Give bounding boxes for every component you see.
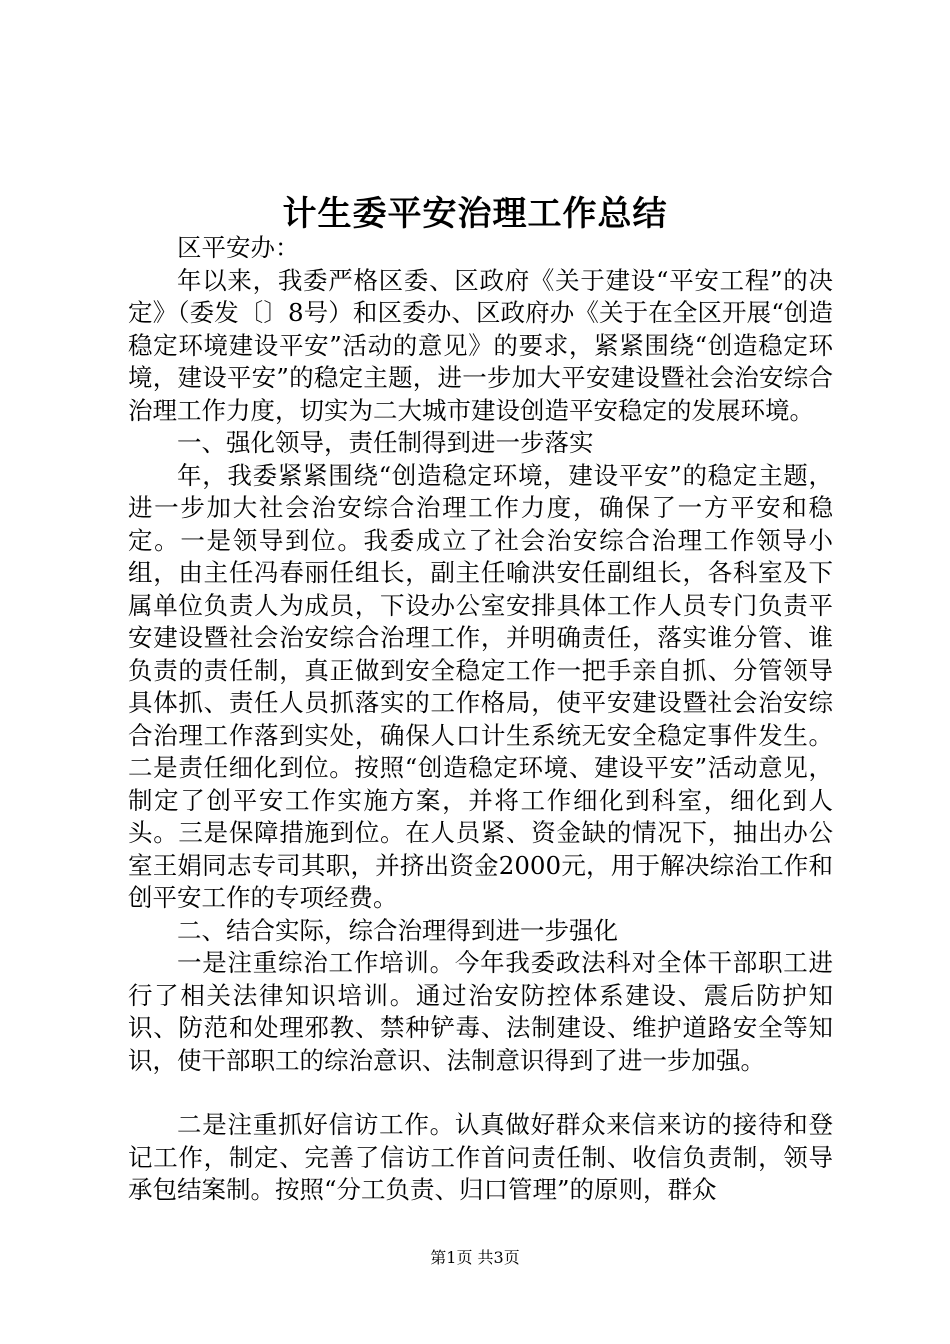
document-body <box>128 232 833 1207</box>
page-footer: 第1页 共3页 <box>430 1248 520 1267</box>
document-title: 计生委平安治理工作总结 <box>282 194 668 234</box>
section-heading-2: 二、结合实际，综合治理得到进一步强化 <box>177 915 618 945</box>
paragraph-petitions: 二是注重抓好信访工作。认真做好群众来信来访的接待和登记工作，制定、完善了信访工作首问责任制、收信负责制，领导承包结案制。按照“分工负责、归口管理”的原则，群众 <box>128 1110 833 1204</box>
paragraph-training: 一是注重综治工作培训。今年我委政法科对全体干部职工进行了相关法律知识培训。通过治安防控体系建设、震后防护知识、防范和处理邪教、禁种铲毒、法制建设、维护道路安全等知识，使干部职工的综治意识、法制意识得到了进一步加强。 <box>128 948 833 1075</box>
paragraph-intro: 年以来，我委严格区委、区政府《关于建设“平安工程”的决定》（委发〔〕8号）和区委办、区政府办《关于在全区开展“创造稳定环境建设平安”活动的意见》的要求，紧紧围绕“创造稳定环境，建设平安”的稳定主题，进一步加大平安建设暨社会治安综合治理工作力度，切实为二大城市建设创造平安稳定的发展环境。 <box>128 265 833 425</box>
paragraph-section-1: 年，我委紧紧围绕“创造稳定环境，建设平安”的稳定主题，进一步加大社会治安综合治理工作力度，确保了一方平安和稳定。一是领导到位。我委成立了社会治安综合治理工作领导小组，由主任冯春丽任组长，副主任喻洪安任副组长，各科室及下属单位负责人为成员，下设办公室安排具体工作人员专门负责平安建设暨社会治安综合治理工作，并明确责任，落实谁分管、谁负责的责任制，真正做到安全稳定工作一把手亲自抓、分管领导具体抓、责任人员抓落实的工作格局，使平安建设暨社会治安综合治理工作落到实处，确保人口计生系统无安全稳定事件发生。二是责任细化到位。按照“创造稳定环境、建设平安”活动意见，制定了创平安工作实施方案，并将工作细化到科室，细化到人头。三是保障措施到位。在人员紧、资金缺的情况下，抽出办公室王娟同志专司其职，并挤出资金2000元，用于解决综治工作和创平安工作的专项经费。 <box>128 460 833 912</box>
section-heading-1: 一、强化领导，责任制得到进一步落实 <box>177 428 594 457</box>
salutation: 区平安办： <box>177 233 300 262</box>
